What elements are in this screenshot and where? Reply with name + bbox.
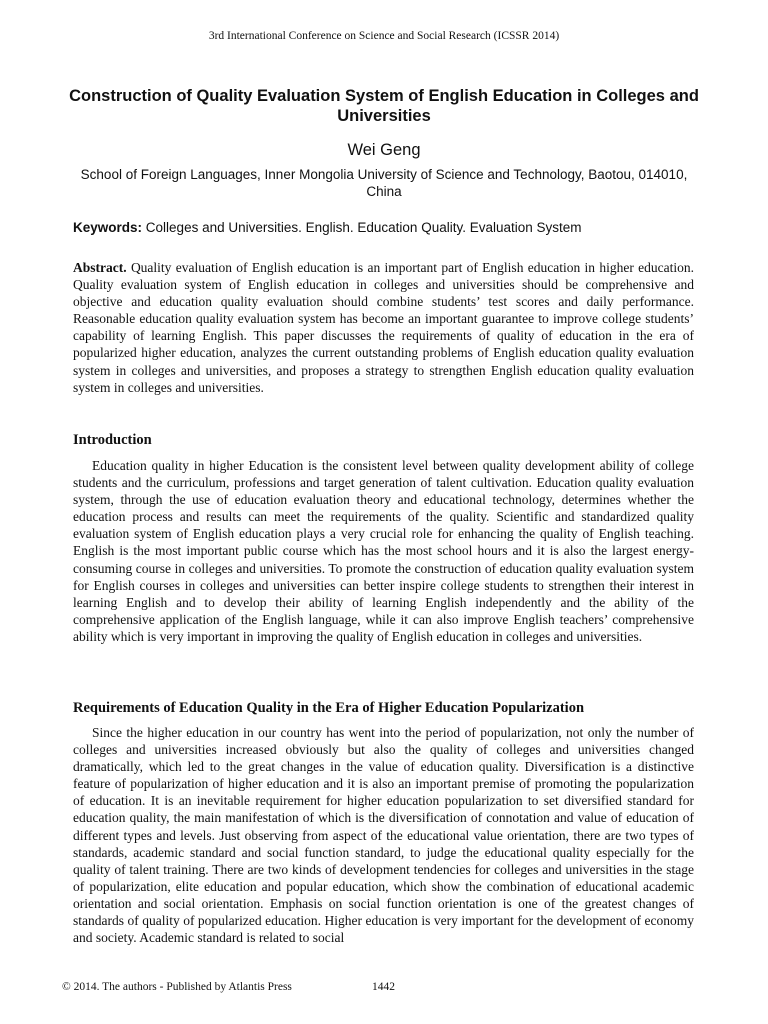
conference-header: 3rd International Conference on Science and Social Research (ICSSR 2014) (208, 30, 560, 42)
author-name: Wei Geng (347, 141, 421, 159)
section-body-requirements: Since the higher education in our country has went into the period of popularization, not only the number of colleges and universities increased obviously but also the quality of colleges and universities changed dramatically, which led to the great changes in the value of education quality. Diversification is a distinctive feature of popularization of higher education and it is also an important premise of promoting the popularization of education. It is an inevitable requirement for higher education popularization to set diversified standard for education quality, the main manifestation of which is the diversification of connotation and value of education of different types and levels. Just observing from aspect of the educational value orientation, there are two types of standards, academic standard and social function standard, to judge the educational quality especially for the quality of talent training. There are two kinds of development tendencies for colleges and universities in the stage of popularization, elite education and popular education, which show the combination of educational academic orientation and social orientation. Emphasis on social function orientation is one of the greatest changes of standards of quality of popularized education. Higher education is very important for the development of economy and society. Academic standard is related to social (73, 725, 694, 946)
author-affiliation: School of Foreign Languages, Inner Mongolia University of Science and Technology, Baotou, 014010, China (80, 167, 688, 199)
section-body-introduction: Education quality in higher Education is the consistent level between quality development ability of college students and the curriculum, professions and target generation of talent cultivation. Education quality evaluation system, through the use of education evaluation theory and educational technology, determines whether the education process and results can meet the requirements of the quality. Scientific and standardized quality evaluation system of English education plays a very crucial role for enhancing the quality of English teaching. English is the most important public course which has the most school hours and it is also the largest energy-consuming course in colleges and universities. To promote the construction of education quality evaluation system for English courses in colleges and universities can better inspire college students to strengthen their interest in learning English and to develop their ability of learning English independently and the ability of the comprehensive application of the English language, while it can also improve English teachers’ comprehensive ability which is very important in improving the quality of English education in colleges and universities. (73, 458, 694, 644)
paper-title: Construction of Quality Evaluation System of English Education in Colleges and Universities (69, 87, 699, 125)
page-number: 1442 (372, 981, 395, 993)
section-heading-introduction: Introduction (73, 432, 152, 448)
abstract (73, 259, 694, 396)
section-heading-requirements: Requirements of Education Quality in the Era of Higher Education Popularization (73, 700, 585, 716)
abstract-label: Abstract. (73, 260, 127, 275)
abstract-text: Quality evaluation of English education is an important part of English education in higher education. Quality evaluation system of English education in colleges and universities should be comprehensive and objective and education quality evaluation should combine students’ test scores and daily performance. Reasonable education quality evaluation system has become an important guarantee to improve college students’ capability of learning English. This paper discusses the requirements of quality of education in the era of popularized higher education, analyzes the current outstanding problems of English education quality evaluation system in colleges and universities, and proposes a strategy to strengthen English education quality evaluation system in colleges and universities. (73, 260, 694, 395)
footer-copyright: © 2014. The authors - Published by Atlantis Press (62, 981, 292, 993)
keywords-line (73, 219, 695, 236)
keywords-label: Keywords: (73, 220, 143, 235)
keywords-text: Colleges and Universities. English. Education Quality. Evaluation System (145, 220, 582, 235)
